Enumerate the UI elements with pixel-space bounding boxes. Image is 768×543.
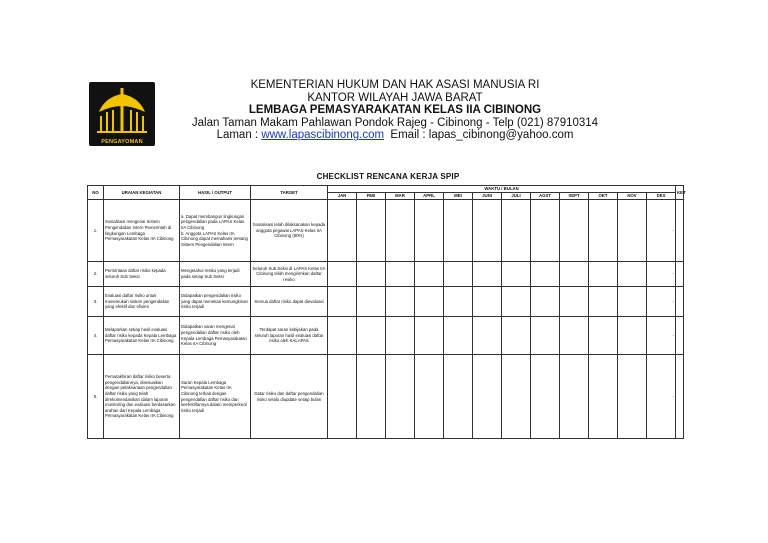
email-label: Email : bbox=[384, 129, 429, 142]
month-header: SEPT bbox=[560, 193, 589, 200]
month-header: MAR bbox=[386, 193, 415, 200]
month-header: JULI bbox=[502, 193, 531, 200]
month-cell[interactable]: - bbox=[647, 200, 676, 262]
table-row bbox=[88, 262, 684, 287]
month-cell[interactable] bbox=[589, 355, 618, 439]
month-cell[interactable] bbox=[444, 262, 473, 287]
month-cell[interactable] bbox=[386, 200, 415, 262]
month-cell[interactable] bbox=[531, 287, 560, 317]
month-cell[interactable] bbox=[473, 287, 502, 317]
month-cell[interactable] bbox=[357, 355, 386, 439]
month-cell[interactable] bbox=[444, 355, 473, 439]
row-ket bbox=[676, 200, 684, 262]
month-cell[interactable] bbox=[473, 317, 502, 355]
month-header: MEI bbox=[444, 193, 473, 200]
row-uraian: Pemutakhiran daftar risiko beserta pengendaliannya, disesuaikan dengan pelaksanaan pengendalian daftar risiko yang telah direkomendasikan dalam laporan monitoring dan evaluasi berdasarkan arahan dari Kepala Lembaga Pemasyarakatan Kelas IIA Cibinong bbox=[104, 355, 180, 439]
row-hasil: Didapatkan pengendalian risiko yang dapat menekan kemungkinan risiko terjadi bbox=[180, 287, 251, 317]
letterhead bbox=[160, 79, 630, 142]
row-uraian: Sosialisasi mengenai Sistem Pengendalian Intern Pemerintah di lingkungan Lembaga Pemasyarakatan Kelas IIA Cibinong bbox=[104, 200, 180, 262]
row-hasil: Mengetahui resiko yang terjadi pada setiap Sub Seksi bbox=[180, 262, 251, 287]
month-cell[interactable] bbox=[560, 262, 589, 287]
document-title: CHECKLIST RENCANA KERJA SPIP bbox=[316, 172, 460, 181]
month-cell[interactable] bbox=[415, 262, 444, 287]
row-uraian: Permintaan daftar risiko kepada seluruh Sub Seksi bbox=[104, 262, 180, 287]
row-no: 3. bbox=[88, 287, 104, 317]
month-header: APRL bbox=[415, 193, 444, 200]
month-cell[interactable] bbox=[328, 355, 357, 439]
month-cell[interactable] bbox=[618, 317, 647, 355]
header-hasil: HASIL / OUTPUT bbox=[180, 186, 251, 200]
month-cell[interactable] bbox=[531, 262, 560, 287]
month-cell[interactable] bbox=[618, 200, 647, 262]
month-cell[interactable] bbox=[415, 355, 444, 439]
month-cell[interactable] bbox=[473, 355, 502, 439]
address-line: Jalan Taman Makam Pahlawan Pondok Rajeg - Cibinong - Telp (021) 87910314 bbox=[191, 116, 599, 129]
row-hasil: Saran Kepala Lembaga Pemasyarakatan Kelas IIA Cibinong terkait dengan pengendalian daftar risiko dan keefektifannya dalam memperkecil risiko terjadi bbox=[180, 355, 251, 439]
month-cell[interactable]: - bbox=[647, 262, 676, 287]
month-cell[interactable] bbox=[531, 355, 560, 439]
header-uraian: URAIAN KEGIATAN bbox=[104, 186, 180, 200]
row-uraian: Evaluasi daftar risiko untuk menemukan sistem pengendalian yang efektif dan efisien bbox=[104, 287, 180, 317]
row-no: 1. bbox=[88, 200, 104, 262]
row-uraian: Melaporkan setiap hasil evaluasi daftar risiko kepada Kepala Lembaga Pemasyarakatan Kelas IIA Cibinong bbox=[104, 317, 180, 355]
row-target: Semua daftar risiko dapat dievaluasi bbox=[251, 287, 328, 317]
month-cell[interactable] bbox=[357, 317, 386, 355]
month-cell[interactable] bbox=[386, 287, 415, 317]
table-row bbox=[88, 355, 684, 439]
month-cell[interactable] bbox=[502, 317, 531, 355]
pengayoman-emblem-icon bbox=[89, 82, 155, 146]
table-row bbox=[88, 200, 684, 262]
row-target: Sosialisasi telah dilaksanakan kepada anggota pegawai LAPAS Kelas IIA Cibinong (80%) bbox=[251, 200, 328, 262]
row-ket bbox=[676, 287, 684, 317]
month-cell[interactable] bbox=[560, 287, 589, 317]
row-target: Terdapat saran kebijakan pada seluruh laporan hasil evaluasi daftar risiko oleh KALAPAS bbox=[251, 317, 328, 355]
month-cell[interactable] bbox=[328, 262, 357, 287]
month-cell[interactable] bbox=[502, 262, 531, 287]
table-row bbox=[88, 287, 684, 317]
row-no: 5. bbox=[88, 355, 104, 439]
month-cell[interactable] bbox=[618, 262, 647, 287]
month-cell[interactable] bbox=[618, 287, 647, 317]
month-cell[interactable] bbox=[415, 200, 444, 262]
website-label: Laman : bbox=[216, 129, 262, 142]
month-cell[interactable] bbox=[386, 317, 415, 355]
month-cell[interactable]: - bbox=[647, 355, 676, 439]
row-no: 2. bbox=[88, 262, 104, 287]
month-cell[interactable] bbox=[328, 317, 357, 355]
checklist-table bbox=[87, 185, 684, 439]
month-header: AGST bbox=[531, 193, 560, 200]
row-ket bbox=[676, 262, 684, 287]
month-cell[interactable] bbox=[444, 287, 473, 317]
month-header: JUNI bbox=[473, 193, 502, 200]
month-header: JAN bbox=[328, 193, 357, 200]
row-ket bbox=[676, 317, 684, 355]
email-address: lapas_cibinong@yahoo.com bbox=[428, 129, 574, 142]
month-cell[interactable] bbox=[328, 200, 357, 262]
month-cell[interactable] bbox=[560, 200, 589, 262]
month-cell[interactable] bbox=[618, 355, 647, 439]
month-cell[interactable] bbox=[560, 317, 589, 355]
table-row bbox=[88, 317, 684, 355]
month-cell[interactable] bbox=[531, 317, 560, 355]
month-cell[interactable] bbox=[415, 287, 444, 317]
month-cell[interactable] bbox=[589, 200, 618, 262]
month-cell[interactable] bbox=[473, 262, 502, 287]
month-cell[interactable] bbox=[531, 200, 560, 262]
contact-line bbox=[160, 129, 630, 142]
row-hasil: a. Dapat membangun lingkungan pengendalian pada LAPAS Kelas IIA Cibinong b. Anggota LAPAS Kelas IIA Cibinong dapat memahami tentang Sistem Pengendalian Intern bbox=[180, 200, 251, 262]
header-waktu: WAKTU / BULAN bbox=[328, 186, 676, 193]
pengayoman-logo bbox=[89, 82, 155, 146]
month-header: FEB bbox=[357, 193, 386, 200]
row-no: 4. bbox=[88, 317, 104, 355]
logo-caption: PENGAYOMAN bbox=[101, 139, 143, 145]
month-header: NOV bbox=[618, 193, 647, 200]
ministry-name: KEMENTERIAN HUKUM DAN HAK ASASI MANUSIA RI bbox=[250, 79, 540, 91]
month-cell[interactable] bbox=[589, 317, 618, 355]
month-cell[interactable] bbox=[502, 287, 531, 317]
month-cell[interactable] bbox=[386, 262, 415, 287]
month-cell[interactable] bbox=[357, 287, 386, 317]
month-cell[interactable] bbox=[473, 200, 502, 262]
month-cell[interactable] bbox=[560, 355, 589, 439]
header-ket: KET bbox=[676, 186, 684, 200]
month-cell[interactable] bbox=[444, 317, 473, 355]
month-cell[interactable] bbox=[502, 355, 531, 439]
month-header: OKT bbox=[589, 193, 618, 200]
month-cell[interactable] bbox=[328, 287, 357, 317]
month-cell[interactable] bbox=[589, 262, 618, 287]
month-cell[interactable] bbox=[357, 200, 386, 262]
month-cell[interactable] bbox=[444, 200, 473, 262]
header-row bbox=[88, 186, 684, 193]
month-header: DES bbox=[647, 193, 676, 200]
regional-office: KANTOR WILAYAH JAWA BARAT bbox=[307, 91, 483, 104]
row-target: Seluruh Sub Seksi di LAPAS Kelas IIA Cibinong telah mengirimkan daftar resiko bbox=[251, 262, 328, 287]
month-cell[interactable] bbox=[357, 262, 386, 287]
header-no: NO bbox=[88, 186, 104, 200]
month-cell[interactable] bbox=[386, 355, 415, 439]
website-link[interactable]: www.lapascibinong.com bbox=[261, 129, 385, 142]
month-cell[interactable]: - bbox=[647, 317, 676, 355]
month-cell[interactable] bbox=[502, 200, 531, 262]
row-target: Datar risiko dan daftar pengendalian risiko selalu diupdate setiap bulan bbox=[251, 355, 328, 439]
month-cell[interactable]: - bbox=[647, 287, 676, 317]
header-target: TARGET bbox=[251, 186, 328, 200]
month-cell[interactable] bbox=[415, 317, 444, 355]
row-ket bbox=[676, 355, 684, 439]
month-cell[interactable] bbox=[589, 287, 618, 317]
row-hasil: Didapatkan saran mengenai pengendalian daftar risiko oleh Kepala Lembaga Pemasyarakatan Kelas IIA Cibinong bbox=[180, 317, 251, 355]
institution-name: LEMBAGA PEMASYARAKATAN KELAS IIA CIBINONG bbox=[248, 104, 542, 117]
